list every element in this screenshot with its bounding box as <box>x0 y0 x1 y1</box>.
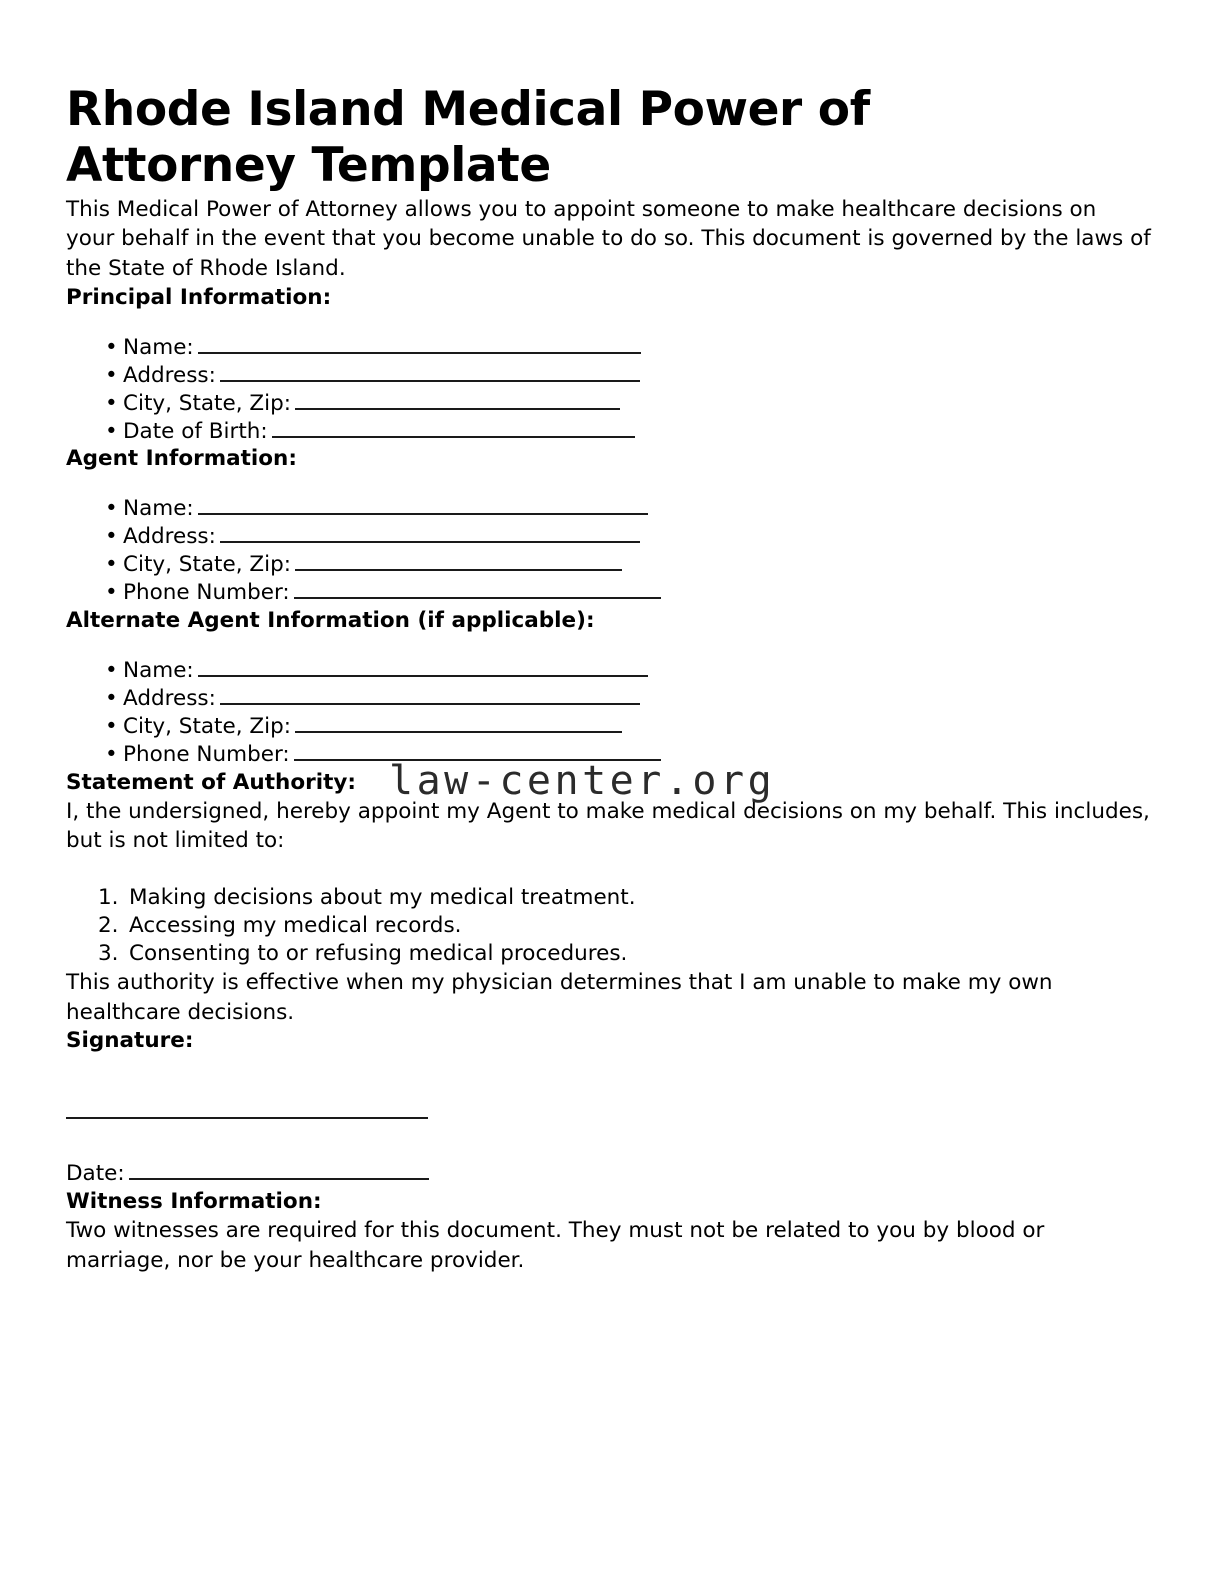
field-label: Date of Birth: <box>123 418 268 444</box>
field-label: Phone Number: <box>123 580 290 606</box>
site-watermark: law-center.org <box>389 758 776 804</box>
list-item-text: Making decisions about my medical treatment. <box>129 885 636 911</box>
fill-in-blank[interactable] <box>220 362 640 382</box>
section-heading-alternate-agent: Alternate Agent Information (if applicable): <box>66 608 595 634</box>
authority-effective-paragraph: This authority is effective when my physician determines that I am unable to make my own healthcare decisions. <box>66 969 1053 1025</box>
date-label: Date: <box>66 1161 125 1187</box>
section-heading-authority: Statement of Authority: <box>66 769 356 795</box>
section-heading-agent: Agent Information: <box>66 446 297 472</box>
list-item-text: Accessing my medical records. <box>129 913 462 938</box>
authority-intro-paragraph: I, the undersigned, hereby appoint my Agent to make medical decisions on my behalf. This includes, but is not limited to: <box>66 798 1150 854</box>
fill-in-blank[interactable] <box>220 524 640 544</box>
signature-blank[interactable] <box>66 1115 428 1119</box>
date-row <box>66 1160 1165 1188</box>
list-item <box>66 362 1165 390</box>
fill-in-blank[interactable] <box>294 580 661 600</box>
list-number: 3. <box>98 940 119 966</box>
page-title: Rhode Island Medical Power of Attorney Template <box>66 82 870 194</box>
bullet-icon: • <box>105 580 118 606</box>
list-item <box>66 551 1165 579</box>
bullet-icon: • <box>105 741 118 767</box>
list-item <box>66 495 1165 523</box>
field-label: Address: <box>123 686 216 711</box>
list-item <box>66 657 1165 685</box>
intro-paragraph: This Medical Power of Attorney allows you to appoint someone to make healthcare decisions on your behalf in the event that you become unable to do so. This document is governed by the laws of the State of Rhode Island. <box>66 196 1151 282</box>
list-item <box>66 884 1165 912</box>
bullet-icon: • <box>105 362 118 388</box>
list-item <box>66 685 1165 713</box>
field-label: Name: <box>123 334 194 360</box>
date-blank[interactable] <box>129 1161 429 1181</box>
list-number: 1. <box>98 885 119 911</box>
bullet-icon: • <box>105 418 118 444</box>
field-label: City, State, Zip: <box>123 713 291 739</box>
list-item <box>66 579 1165 607</box>
fill-in-blank[interactable] <box>198 496 648 516</box>
list-item <box>66 912 1165 940</box>
list-number: 2. <box>98 913 119 938</box>
field-label: Address: <box>123 524 216 550</box>
bullet-icon: • <box>105 334 118 360</box>
fill-in-blank[interactable] <box>295 552 622 572</box>
section-heading-witness: Witness Information: <box>66 1189 322 1215</box>
list-item <box>66 523 1165 551</box>
list-item <box>66 334 1165 362</box>
bullet-icon: • <box>105 524 118 550</box>
authority-item-list <box>66 884 1165 968</box>
agent-field-list <box>66 495 1165 607</box>
field-label: Name: <box>123 496 194 522</box>
fill-in-blank[interactable] <box>295 390 620 410</box>
bullet-icon: • <box>105 552 118 578</box>
list-item <box>66 940 1165 968</box>
fill-in-blank[interactable] <box>295 713 622 733</box>
list-item <box>66 390 1165 418</box>
alternate-agent-field-list <box>66 657 1165 769</box>
bullet-icon: • <box>105 686 118 711</box>
fill-in-blank[interactable] <box>294 741 661 761</box>
fill-in-blank[interactable] <box>272 418 635 438</box>
list-item <box>66 713 1165 741</box>
list-item-text: Consenting to or refusing medical procedures. <box>129 940 628 966</box>
bullet-icon: • <box>105 713 118 739</box>
field-label: Name: <box>123 658 194 684</box>
field-label: Phone Number: <box>123 741 290 767</box>
signature-line-row <box>66 1104 1165 1123</box>
field-label: City, State, Zip: <box>123 390 291 416</box>
fill-in-blank[interactable] <box>198 334 641 354</box>
witness-paragraph: Two witnesses are required for this document. They must not be related to you by blood or marriage, nor be your healthcare provider. <box>66 1218 1045 1273</box>
field-label: City, State, Zip: <box>123 552 291 578</box>
bullet-icon: • <box>105 658 118 684</box>
section-heading-signature: Signature: <box>66 1028 194 1054</box>
list-item <box>66 741 1165 769</box>
bullet-icon: • <box>105 496 118 522</box>
field-label: Address: <box>123 362 216 388</box>
fill-in-blank[interactable] <box>198 657 648 677</box>
section-heading-principal: Principal Information: <box>66 284 332 310</box>
principal-field-list <box>66 334 1165 446</box>
list-item <box>66 418 1165 446</box>
bullet-icon: • <box>105 390 118 416</box>
fill-in-blank[interactable] <box>220 685 640 705</box>
